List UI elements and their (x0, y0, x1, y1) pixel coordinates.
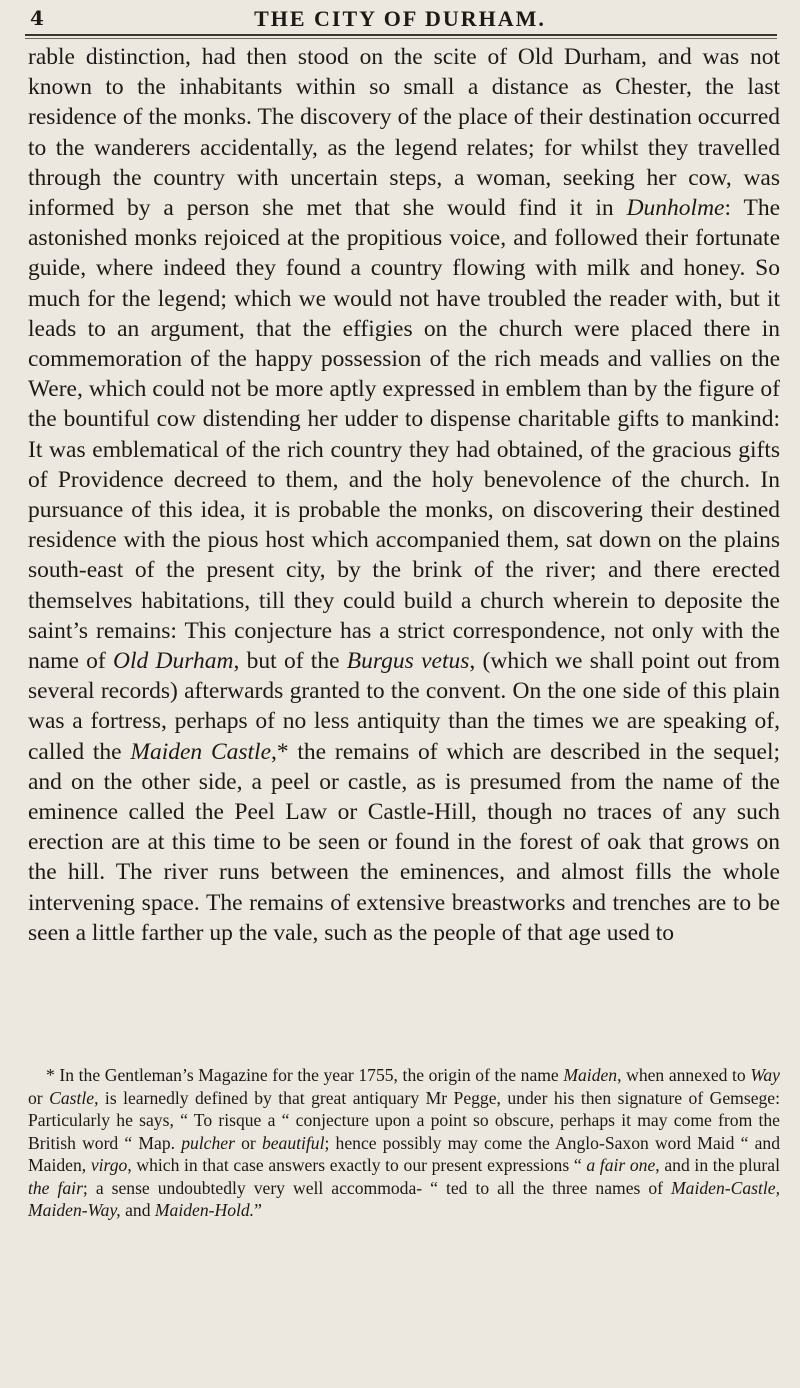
italic-segment: Maiden Castle (130, 738, 271, 765)
header-rule-thin (25, 38, 777, 39)
text-segment: rable distinction, had then stood on the scite of Old Durham, and was not known to the inhabitants within so small a distance as Chester, the last residence of the monks. The discovery of the place of their destination occurred to the wanderers accidentally, as the legend relates; for whilst they travelled through the country with uncertain steps, a woman, seeking her cow, was informed by a person she met that she would find it in (28, 44, 780, 222)
text-segment: , (which we shall point out from several records) afterwards granted to the convent. On the one side of this plain was a fortress, perhaps of no less antiquity than the times we are speaking of, called the (28, 648, 780, 765)
footnote-paragraph (28, 1064, 780, 1222)
text-segment: ; hence possibly may come the Anglo-Saxon word Maid “ and Maiden, (28, 1132, 780, 1175)
italic-segment: Maiden-Castle, Maiden-Way, (28, 1177, 780, 1220)
italic-segment: Maiden (563, 1065, 618, 1085)
italic-segment: the fair (28, 1177, 83, 1198)
text-segment: * In the Gentleman’s Magazine for the year 1755, the origin of the name (46, 1065, 564, 1085)
text-segment: , when annexed to (617, 1065, 751, 1085)
italic-segment: Castle (49, 1087, 95, 1108)
text-segment: ,* the remains of which are described in the sequel; and on the other side, a peel or castle, as is presumed from the name of the eminence called the Peel Law or Castle-Hill, though no traces of any such erection are at this time to be seen or found in the forest of oak that grows on the hill. The river runs between the eminences, and almost fills the whole intervening space. The remains of extensive breastworks and trenches are to be seen a little farther up the vale, such as the people of that age used to (28, 738, 781, 946)
italic-segment: pulcher (181, 1132, 235, 1153)
italic-segment: virgo (90, 1155, 128, 1175)
page-header (0, 4, 800, 34)
page-number: 4 (30, 6, 44, 30)
text-segment: , is learnedly defined by that great antiquary Mr Pegge, under his then signature of Gemsege: Particularly he says, “ To risque a “ conjecture upon a point so obscure, perhaps it may come from the British word “ Map. (28, 1087, 780, 1153)
main-paragraph (28, 42, 780, 948)
text-segment: : The astonished monks rejoiced at the propitious voice, and followed their fortunate guide, where indeed they found a country flowing with milk and honey. So much for the legend; which we would not have troubled the reader with, but it leads to an argument, that the effigies on the church were placed there in commemoration of the happy possession of the rich meads and vallies on the Were, which could not be more aptly expressed in emblem than by the figure of the bountiful cow distending her udder to dispense charitable gifts to mankind: It was emblematical of the rich country they had obtained, of the gracious gifts of Providence decreed to them, and the holy benevolence of the church. In pursuance of this idea, it is probable the monks, on discovering their destined residence with the pious host which accompanied them, sat down on the plains south-east of the present city, by the brink of the river; and there erected themselves habitations, till they could build a church wherein to deposite the saint’s remains: This conjecture has a strict correspondence, not only with the name of (28, 195, 781, 675)
text-segment: , and in the plural (655, 1155, 780, 1175)
italic-segment: Dunholme (626, 195, 725, 222)
italic-segment: a fair one (586, 1155, 656, 1175)
running-head: THE CITY OF DURHAM. (254, 6, 546, 31)
text-segment: or (28, 1087, 50, 1108)
text-segment: , but of the (233, 648, 347, 675)
text-segment: ” (254, 1200, 262, 1220)
italic-segment: beautiful (261, 1132, 325, 1153)
italic-segment: Way (750, 1065, 780, 1085)
main-text (28, 42, 780, 948)
text-segment: ; a sense undoubtedly very well accommoda- “ ted to all the three names of (82, 1177, 672, 1198)
italic-segment: Old Durham (113, 648, 234, 675)
text-segment: , which in that case answers exactly to our present expressions “ (127, 1155, 587, 1175)
text-segment: and (120, 1200, 155, 1220)
header-rule (25, 34, 777, 36)
italic-segment: Maiden-Hold. (154, 1200, 255, 1220)
italic-segment: Burgus vetus (346, 648, 470, 675)
footnote (28, 1064, 780, 1222)
text-segment: or (234, 1132, 262, 1153)
